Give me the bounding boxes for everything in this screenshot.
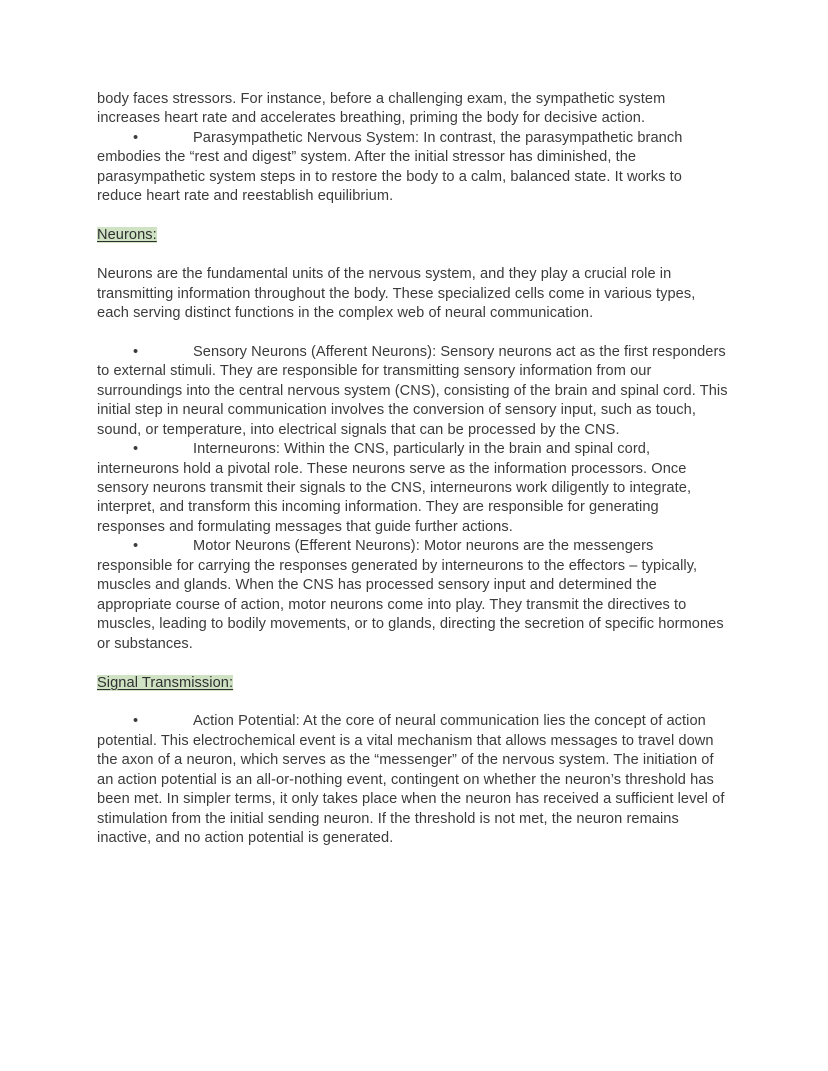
bullet-action-potential xyxy=(97,712,730,848)
section-spacer xyxy=(97,323,730,342)
section-spacer xyxy=(97,207,730,226)
bullet-marker-icon: • xyxy=(133,343,139,360)
bullet-interneurons xyxy=(97,440,730,537)
bullet-marker-icon: • xyxy=(133,129,139,146)
bullet-text: Action Potential: At the core of neural communication lies the concept of action potential. This electrochemical event is a vital mechanism that allows messages to travel down the axon of a neuron, which serves as the “messenger” of the nervous system. The initiation of an action potential is an all-or-nothing event, contingent on whether the neuron’s threshold has been met. In simpler terms, it only takes place when the neuron has received a sufficient level of stimulation from the initial sending neuron. If the threshold is not met, the neuron remains inactive, and no action potential is generated. xyxy=(97,713,725,847)
bullet-text: Motor Neurons (Efferent Neurons): Motor neurons are the messengers responsible for carrying the responses generated by interneurons to the effectors – typically, muscles and glands. When the CNS has processed sensory input and determined the appropriate course of action, motor neurons come into play. They transmit the directives to muscles, leading to bodily movements, or to glands, directing the secretion of specific hormones or substances. xyxy=(97,538,724,652)
heading-neurons-label: Neurons: xyxy=(97,227,157,244)
section-spacer xyxy=(97,654,730,673)
neurons-intro-paragraph xyxy=(97,265,730,323)
paragraph-text: body faces stressors. For instance, before a challenging exam, the sympathetic system increases heart rate and accelerates breathing, priming the body for decisive action. xyxy=(97,91,666,127)
bullet-motor-neurons xyxy=(97,537,730,654)
section-spacer xyxy=(97,246,730,265)
section-spacer xyxy=(97,693,730,712)
heading-signal-transmission-label: Signal Transmission: xyxy=(97,674,234,691)
paragraph-text: Neurons are the fundamental units of the nervous system, and they play a crucial role in transmitting information throughout the body. These specialized cells come in various types, each serving distinct functions in the complex web of neural communication. xyxy=(97,266,696,321)
bullet-text: Parasympathetic Nervous System: In contrast, the parasympathetic branch embodies the “rest and digest” system. After the initial stressor has diminished, the parasympathetic system steps in to restore the body to a calm, balanced state. It works to reduce heart rate and reestablish equilibrium. xyxy=(97,129,683,205)
heading-signal-transmission xyxy=(97,674,730,693)
bullet-parasympathetic-nervous-system xyxy=(97,129,730,207)
bullet-marker-icon: • xyxy=(133,441,139,458)
bullet-text: Interneurons: Within the CNS, particularly in the brain and spinal cord, interneurons hold a pivotal role. These neurons serve as the information processors. Once sensory neurons transmit their signals to the CNS, interneurons work diligently to integrate, interpret, and transform this incoming information. They are responsible for generating responses and formulating messages that guide further actions. xyxy=(97,441,692,535)
document-body xyxy=(97,90,730,849)
sympathetic-continuation-paragraph xyxy=(97,90,730,129)
bullet-marker-icon: • xyxy=(133,538,139,555)
heading-neurons xyxy=(97,226,730,245)
bullet-text: Sensory Neurons (Afferent Neurons): Sensory neurons act as the first responders to external stimuli. They are responsible for transmitting sensory information from our surroundings into the central nervous system (CNS), consisting of the brain and spinal cord. This initial step in neural communication involves the conversion of sensory input, such as touch, sound, or temperature, into electrical signals that can be processed by the CNS. xyxy=(97,343,728,438)
bullet-sensory-neurons xyxy=(97,343,730,440)
bullet-marker-icon: • xyxy=(133,713,139,730)
